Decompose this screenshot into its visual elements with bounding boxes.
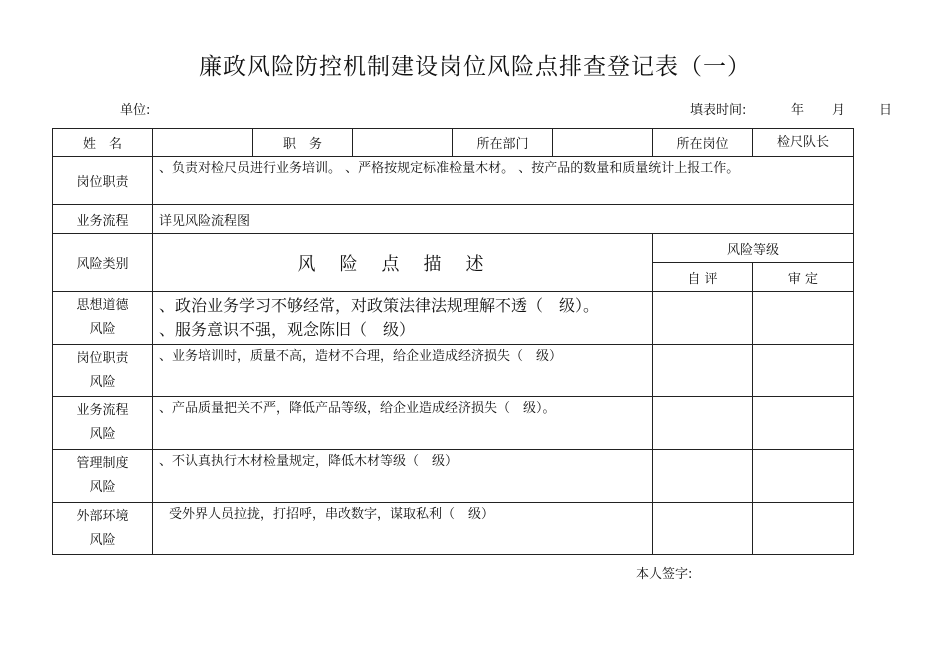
risk-desc-line: 、不认真执行木材检量规定，降低木材等级（ 级） xyxy=(159,454,459,469)
dept-value[interactable] xyxy=(553,129,653,157)
risk-category-line: 风险 xyxy=(89,480,116,495)
risk-category-line: 风险 xyxy=(89,374,116,390)
dept-label: 所在部门 xyxy=(453,129,553,157)
day-label: 日 xyxy=(879,103,893,118)
post-value[interactable]: 检尺队长 xyxy=(753,129,854,157)
table-row xyxy=(53,345,854,397)
review-header: 审 定 xyxy=(753,263,854,292)
risk-category xyxy=(53,450,153,503)
table-row xyxy=(53,397,854,450)
self-eval-cell[interactable] xyxy=(653,345,753,397)
risk-description[interactable] xyxy=(153,503,653,555)
review-cell[interactable] xyxy=(753,292,854,345)
name-label: 姓 名 xyxy=(53,129,153,157)
signature-label: 本人签字: xyxy=(636,567,693,582)
risk-description[interactable] xyxy=(153,450,653,503)
basic-info-row xyxy=(53,129,854,157)
self-eval-cell[interactable] xyxy=(653,503,753,555)
filltime-label: 填表时间: xyxy=(690,103,747,118)
review-cell[interactable] xyxy=(753,345,854,397)
post-label: 所在岗位 xyxy=(653,129,753,157)
duty-label: 职 务 xyxy=(253,129,353,157)
unit-label: 单位: xyxy=(120,103,151,118)
table-row xyxy=(53,450,854,503)
self-eval-cell[interactable] xyxy=(653,292,753,345)
risk-level-header: 风险等级 xyxy=(653,234,854,263)
self-eval-header: 自 评 xyxy=(653,263,753,292)
risk-desc-line: 、产品质量把关不严，降低产品等级，给企业造成经济损失（ 级）。 xyxy=(159,401,556,416)
risk-category-line: 业务流程 xyxy=(76,403,129,418)
risk-desc-line: 、业务培训时，质量不高，造材不合理，给企业造成经济损失（ 级） xyxy=(159,349,563,364)
name-value[interactable] xyxy=(153,129,253,157)
self-eval-cell[interactable] xyxy=(653,397,753,450)
risk-desc-line: 受外界人员拉拢，打招呼，串改数字，谋取私利（ 级） xyxy=(169,507,495,522)
flow-row-label: 业务流程 xyxy=(53,205,153,234)
review-cell[interactable] xyxy=(753,450,854,503)
risk-category xyxy=(53,503,153,555)
risk-desc-line: 、政治业务学习不够经常，对政策法律法规理解不透（ 级）。 xyxy=(159,296,600,315)
risk-category xyxy=(53,345,153,397)
risk-desc-header: 风险点描述 xyxy=(153,234,653,292)
flow-row xyxy=(53,205,854,234)
risk-register-table xyxy=(52,128,854,555)
page-title: 廉政风险防控机制建设岗位风险点排查登记表（一） xyxy=(199,54,751,80)
risk-header-row xyxy=(53,234,854,263)
risk-desc-line: 、服务意识不强，观念陈旧（ 级） xyxy=(159,320,416,339)
risk-category-header: 风险类别 xyxy=(53,234,153,292)
year-label: 年 xyxy=(791,103,805,118)
risk-description[interactable] xyxy=(153,345,653,397)
duty-row-value[interactable]: 、负责对检尺员进行业务培训。 、严格按规定标准检量木材。 、按产品的数量和质量统计上报工作。 xyxy=(153,157,854,205)
month-label: 月 xyxy=(832,103,846,118)
risk-description[interactable] xyxy=(153,292,653,345)
risk-category-line: 风险 xyxy=(89,322,116,337)
risk-category-line: 外部环境 xyxy=(76,508,129,524)
duty-row xyxy=(53,157,854,205)
risk-category-line: 思想道德 xyxy=(76,298,129,313)
self-eval-cell[interactable] xyxy=(653,450,753,503)
risk-category-line: 风险 xyxy=(89,532,116,548)
risk-category-line: 岗位职责 xyxy=(76,350,129,366)
risk-category-line: 管理制度 xyxy=(76,456,129,471)
table-row xyxy=(53,292,854,345)
risk-category xyxy=(53,397,153,450)
risk-category xyxy=(53,292,153,345)
flow-row-value[interactable]: 详见风险流程图 xyxy=(153,205,854,234)
table-row xyxy=(53,503,854,555)
review-cell[interactable] xyxy=(753,503,854,555)
review-cell[interactable] xyxy=(753,397,854,450)
duty-value[interactable] xyxy=(353,129,453,157)
duty-row-label: 岗位职责 xyxy=(53,157,153,205)
risk-description[interactable] xyxy=(153,397,653,450)
risk-category-line: 风险 xyxy=(89,427,116,442)
